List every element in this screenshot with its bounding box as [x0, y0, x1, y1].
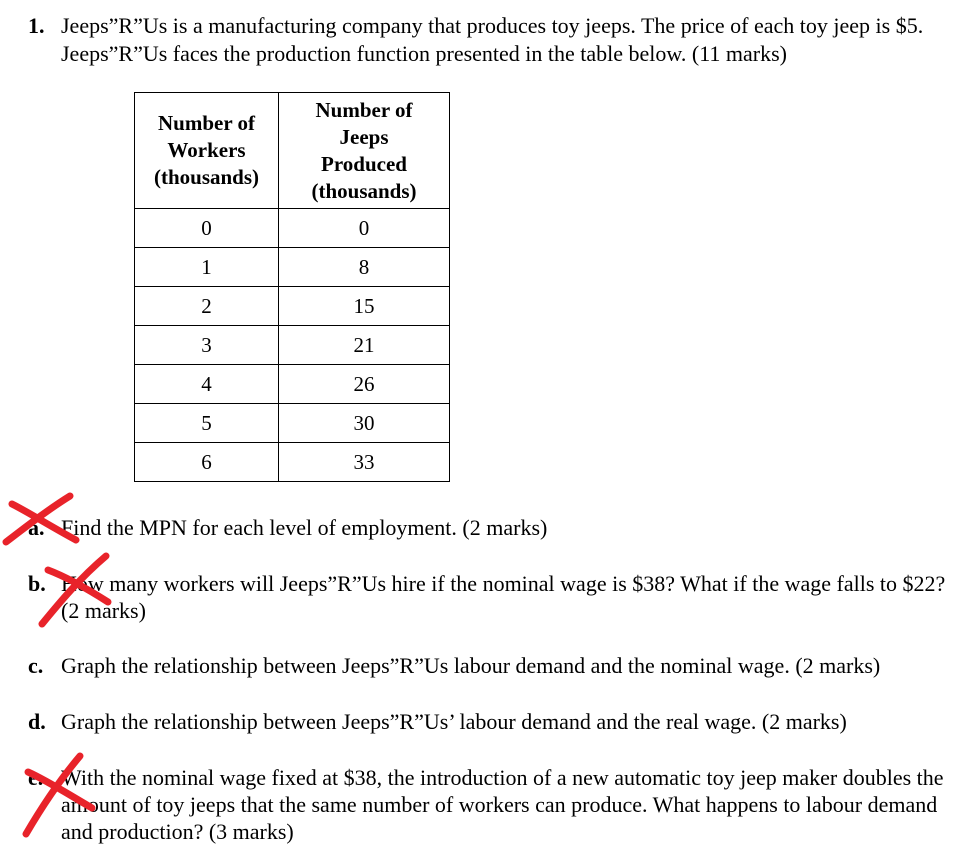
header-line: Jeeps [339, 124, 389, 149]
jeeps-cell: 0 [279, 209, 450, 248]
workers-cell: 1 [135, 248, 279, 287]
workers-cell: 0 [135, 209, 279, 248]
part-text: Graph the relationship between Jeeps”R”Us’ labour demand and the real wage. (2 marks) [61, 709, 847, 734]
part-label: c. [28, 653, 44, 678]
header-line: Number of [157, 111, 256, 135]
table-header-row [135, 93, 450, 209]
jeeps-cell: 8 [279, 248, 450, 287]
part-text: Graph the relationship between Jeeps”R”Us labour demand and the nominal wage. (2 marks) [61, 653, 881, 678]
jeeps-cell: 26 [279, 365, 450, 404]
table-row [135, 248, 450, 287]
red-x-mark-icon [20, 752, 98, 838]
question-number: 1. [28, 13, 45, 38]
red-x-mark-icon [2, 492, 82, 548]
table-row [135, 326, 450, 365]
jeeps-cell: 21 [279, 326, 450, 365]
table-row [135, 209, 450, 248]
header-jeeps [279, 93, 450, 209]
table-row [135, 443, 450, 482]
part-label: b. [28, 571, 46, 596]
header-workers [135, 93, 279, 209]
header-line: (thousands) [311, 178, 417, 203]
part-text: With the nominal wage fixed at $38, the introduction of a new automatic toy jeep maker doubles the amount of toy jeeps that the same number of workers can produce. What happens to labour demand and production? (3 marks) [61, 765, 944, 844]
header-line: Number of [315, 97, 413, 122]
red-x-mark-icon [34, 550, 114, 628]
part-label: a. [28, 515, 45, 540]
header-line: Workers [167, 138, 246, 162]
part-label: d. [28, 709, 46, 734]
part-text: Find the MPN for each level of employment. (2 marks) [61, 515, 548, 540]
jeeps-cell: 30 [279, 404, 450, 443]
jeeps-cell: 15 [279, 287, 450, 326]
jeeps-cell: 33 [279, 443, 450, 482]
part-label: e. [28, 765, 44, 790]
production-table [134, 92, 450, 482]
question-text: Jeeps”R”Us is a manufacturing company that produces toy jeeps. The price of each toy jeep is $5. Jeeps”R”Us faces the production function presented in the table below. (11 marks) [61, 13, 924, 66]
workers-cell: 4 [135, 365, 279, 404]
table-row [135, 404, 450, 443]
workers-cell: 6 [135, 443, 279, 482]
workers-cell: 3 [135, 326, 279, 365]
workers-cell: 5 [135, 404, 279, 443]
header-line: (thousands) [153, 165, 260, 189]
workers-cell: 2 [135, 287, 279, 326]
table-row [135, 365, 450, 404]
part-text: How many workers will Jeeps”R”Us hire if the nominal wage is $38? What if the wage falls to $22? (2 marks) [61, 571, 946, 623]
table-row [135, 287, 450, 326]
header-line: Produced [321, 151, 407, 176]
